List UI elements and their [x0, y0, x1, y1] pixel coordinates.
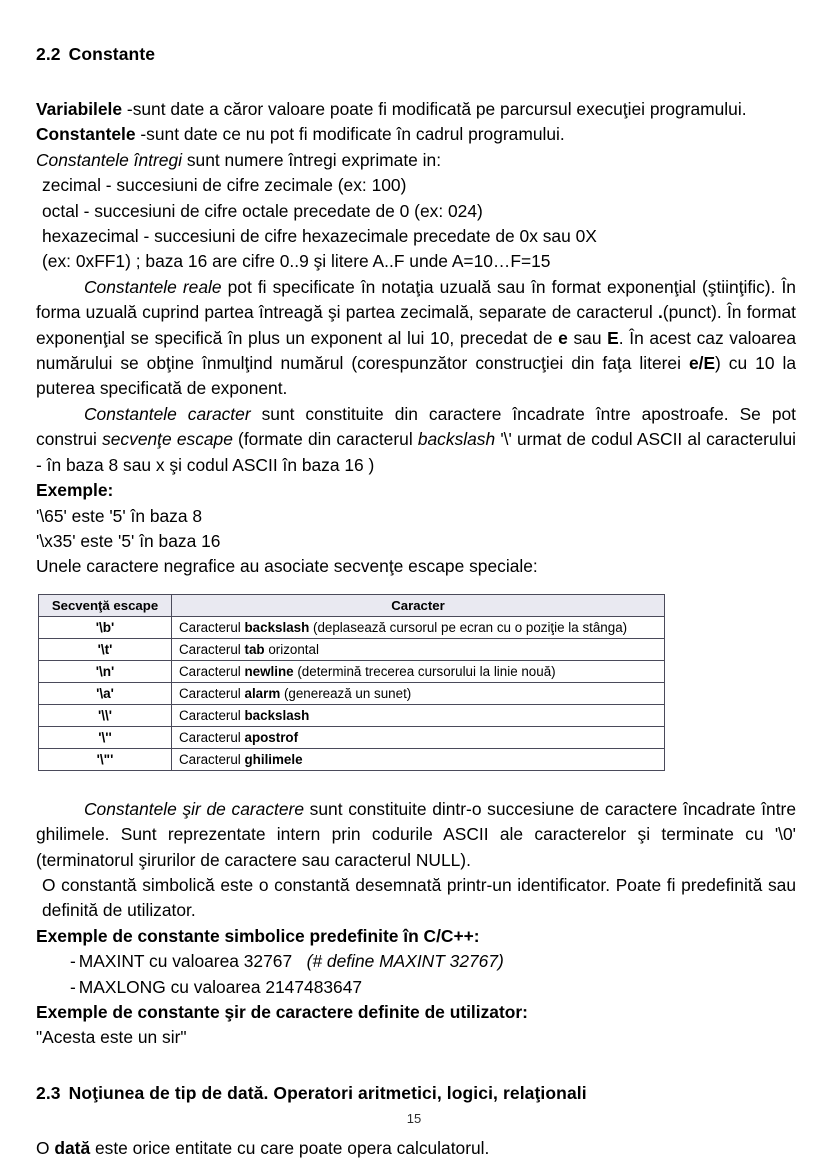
caracter-t2: (formate din caracterul: [232, 429, 418, 450]
exemple-label-text: Exemple:: [36, 480, 114, 501]
column-header-caracter: Caracter: [172, 594, 665, 616]
reale-b4: e/E: [688, 353, 716, 374]
desc-bold: tab: [244, 641, 265, 657]
exemplu-sir-value: "Acesta este un sir": [36, 1027, 187, 1048]
item-text: MAXINT cu valoarea 32767: [78, 951, 293, 972]
variabile-bold-lead: Variabilele: [36, 99, 123, 119]
caracter-t1: sunt constituite din caractere încadrate între apostroafe. Se pot construi: [36, 403, 796, 450]
item-italic-note: (# define MAXINT 32767): [306, 951, 504, 972]
desc-bold: backslash: [244, 707, 310, 723]
reale-t3: sau: [567, 327, 608, 348]
paragraph-constante: [36, 122, 796, 147]
page-content: [36, 44, 796, 1161]
table-row: [39, 616, 665, 638]
section-title: Noţiunea de tip de dată. Operatori aritmetici, logici, relaţionali: [68, 1082, 587, 1103]
variabile-dash: -: [126, 99, 133, 119]
cell-escape-description: [172, 660, 665, 682]
reale-t2: (punct). În format exponenţial se specifică în plus un exponent al lui 10, precedat de: [36, 302, 796, 348]
cell-escape-sequence: '\n': [39, 660, 172, 682]
list-item-hexazecimal: hexazecimal - succesiuni de cifre hexazecimale precedate de 0x sau 0X: [42, 226, 597, 247]
cell-escape-sequence: '\\': [39, 704, 172, 726]
desc-bold: newline: [244, 663, 294, 679]
desc-pre: Caracterul: [179, 641, 245, 657]
table-row: [39, 660, 665, 682]
paragraph-constante-reale: [36, 275, 796, 402]
desc-bold: alarm: [244, 685, 281, 701]
constante-bold-lead: Constantele: [36, 124, 136, 145]
table-row: [39, 704, 665, 726]
paragraph-constante-sir: [36, 797, 796, 873]
cell-escape-description: [172, 704, 665, 726]
spacer: [36, 580, 796, 594]
section-heading-2-3: [36, 1083, 796, 1104]
exemple-utilizator-mid: şir: [224, 1001, 246, 1022]
table-row: [39, 682, 665, 704]
cell-escape-sequence: '\"': [39, 748, 172, 770]
desc-post: (deplasează cursorul pe ecran cu o poziţie la stânga): [309, 619, 628, 635]
label-exemple-predefinite: [36, 924, 796, 949]
cell-escape-sequence: '\'': [39, 726, 172, 748]
intregi-italic-lead: Constantele întregi: [36, 149, 182, 170]
cell-escape-description: [172, 748, 665, 770]
column-header-secventa: Secvenţă escape: [39, 594, 172, 616]
cell-escape-description: [172, 638, 665, 660]
desc-pre: Caracterul: [179, 685, 245, 701]
caracter-italic-lead: Constantele caracter: [84, 403, 251, 424]
item-text: MAXLONG cu valoarea 2147483647: [78, 976, 363, 997]
exemple-utilizator-post: de caractere definite de utilizator:: [245, 1001, 528, 1022]
data-pre: O: [36, 1137, 55, 1158]
desc-pre: Caracterul: [179, 751, 245, 767]
list-item-octal: octal - succesiuni de cifre octale precedate de 0 (ex: 024): [42, 200, 483, 221]
spacer: [36, 65, 796, 97]
table-row: [39, 726, 665, 748]
section-heading-2-2: [36, 44, 796, 65]
cell-escape-sequence: '\a': [39, 682, 172, 704]
table-row: [39, 638, 665, 660]
reale-b1: .: [657, 302, 663, 323]
predefinite-item-maxint: [36, 949, 796, 974]
escape-sequences-table: [38, 594, 665, 771]
reale-italic-lead: Constantele reale: [84, 276, 222, 297]
cell-escape-sequence: '\t': [39, 638, 172, 660]
page-number: 15: [406, 1111, 422, 1126]
line-constante-intregi: [36, 148, 796, 173]
line-negrafice: Unele caractere negrafice au asociate secvenţe escape speciale:: [36, 556, 538, 577]
caracter-t3: '\' urmat de codul ASCII al caracterului - în baza 8 sau x şi codul ASCII în baza 16 ): [36, 429, 797, 475]
desc-bold: backslash: [244, 619, 310, 635]
list-item-baza16-note: (ex: 0xFF1) ; baza 16 are cifre 0..9 şi litere A..F unde A=10…F=15: [42, 251, 551, 272]
desc-bold: apostrof: [244, 729, 299, 745]
reale-t4: . În acest caz valoarea numărului se obţine înmulţind numărul (corespunzător construcţiei din faţa literei: [36, 327, 797, 374]
exemple-predefinite-text: Exemple de constante simbolice predefinite în C/C++:: [36, 925, 480, 946]
data-bold: dată: [54, 1137, 91, 1158]
desc-post: (determină trecerea cursorului la linie nouă): [293, 663, 556, 679]
cell-escape-sequence: '\b': [39, 616, 172, 638]
desc-pre: Caracterul: [179, 663, 245, 679]
section-title: Constante: [68, 44, 156, 64]
predefinite-item-maxlong: [36, 975, 796, 1000]
constante-dash: -: [140, 124, 147, 145]
reale-t5: ) cu 10 la puterea specificată de exponent.: [36, 353, 796, 399]
cell-escape-description: [172, 726, 665, 748]
exemple-utilizator-pre: Exemple de constante: [36, 1001, 225, 1022]
cell-escape-description: [172, 616, 665, 638]
paragraph-definitie-data: [36, 1136, 796, 1161]
desc-pre: Caracterul: [179, 707, 245, 723]
paragraph-variabile: [36, 97, 796, 122]
desc-post: orizontal: [264, 641, 319, 657]
caracter-i2: secvenţe escape: [102, 429, 233, 450]
exemplu-escape-hex: '\x35' este '5' în baza 16: [36, 530, 221, 551]
desc-pre: Caracterul: [179, 729, 245, 745]
spacer: [36, 771, 796, 797]
item-dash: -: [70, 976, 76, 997]
table-header-row: [39, 594, 665, 616]
desc-bold: ghilimele: [244, 751, 303, 767]
label-exemple-utilizator: [36, 1000, 796, 1025]
section-number: 2.3: [36, 1082, 61, 1103]
data-post: este orice entitate cu care poate opera calculatorul.: [90, 1137, 490, 1158]
intregi-rest: sunt numere întregi exprimate in:: [186, 149, 442, 170]
section-number: 2.2: [36, 44, 61, 64]
table-row: [39, 748, 665, 770]
item-dash: -: [70, 951, 76, 972]
desc-pre: Caracterul: [179, 619, 245, 635]
reale-t1: pot fi specificate în notaţia uzuală sau în format exponenţial (ştiinţific). În forma uzuală cuprind partea întreagă şi partea zecimală, separate de caracterul: [36, 276, 796, 323]
caracter-i3: backslash: [417, 429, 496, 450]
paragraph-constanta-simbolica: O constantă simbolică este o constantă desemnată printr-un identificator. Poate fi predefinită sau definită de utilizator.: [42, 874, 796, 921]
desc-post: (generează un sunet): [280, 685, 412, 701]
reale-b3: E: [607, 327, 619, 348]
paragraph-constante-caracter: [36, 402, 796, 478]
exemplu-escape-octal: '\65' este '5' în baza 8: [36, 505, 203, 526]
spacer: [36, 1051, 796, 1083]
variabile-rest: sunt date a căror valoare poate fi modificată pe parcursul execuţiei programului.: [132, 99, 747, 119]
cell-escape-description: [172, 682, 665, 704]
sir-italic-lead: Constantele şir de caractere: [84, 798, 305, 819]
constante-rest: sunt date ce nu pot fi modificate în cadrul programului.: [146, 124, 565, 145]
list-item-zecimal: zecimal - succesiuni de cifre zecimale (ex: 100): [42, 175, 407, 196]
reale-b2: e: [558, 327, 568, 348]
label-exemple: [36, 478, 796, 503]
sir-rest: sunt constituite dintr-o succesiune de caractere încadrate între ghilimele. Sunt reprezentate intern prin codurile ASCII ale caracterelor şi terminate cu '\0' (terminatorul şirurilor de caractere sau caracterul NULL).: [36, 798, 796, 870]
